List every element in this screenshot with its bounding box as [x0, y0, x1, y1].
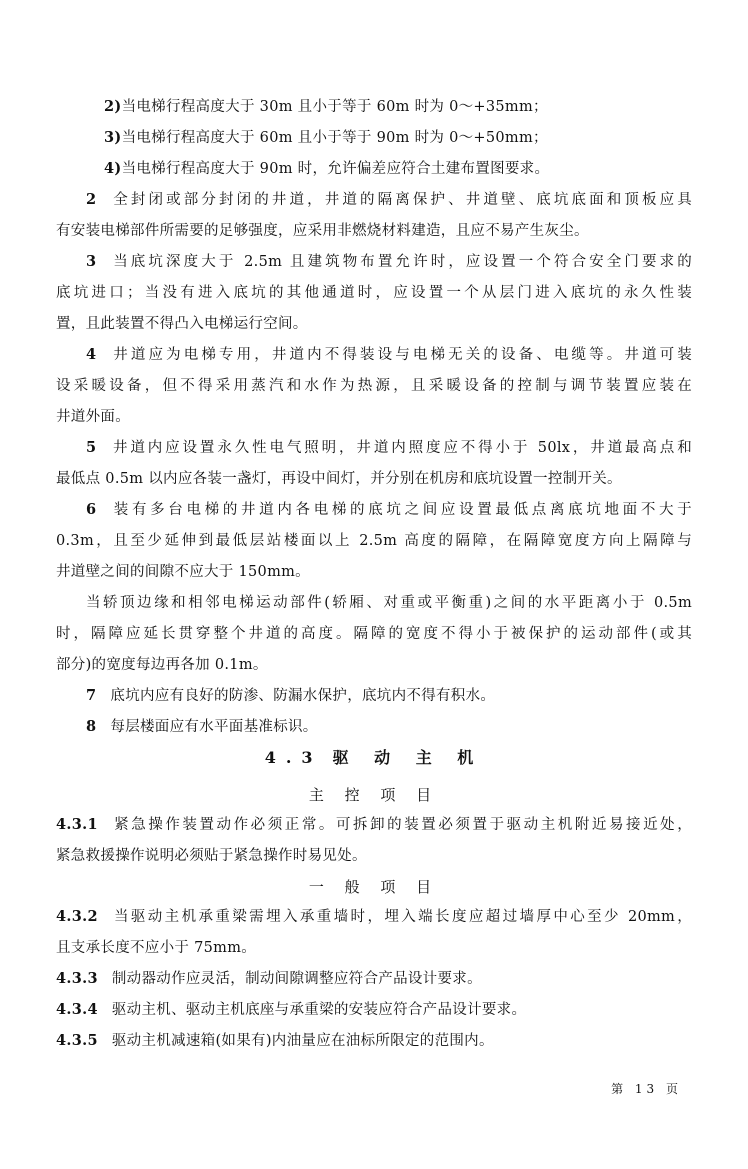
list-item-text: 当电梯行程高度大于 30m 且小于等于 60m 时为 0～+35mm； — [121, 99, 548, 115]
item-text: 驱动主机、驱动主机底座与承重梁的安装应符合产品设计要求。 — [111, 1002, 527, 1018]
item-text: 当驱动主机承重梁需埋入承重墙时，埋入端长度应超过墙厚中心至少 20mm， — [111, 909, 692, 925]
item-number: 4.3.1 — [56, 816, 98, 833]
clause-text: 装有多台电梯的井道内各电梯的底坑之间应设置最低点离底坑地面不大于 — [110, 502, 692, 518]
item-number: 4.3.5 — [56, 1032, 98, 1049]
item-number: 4.3.2 — [56, 908, 98, 925]
clause-line: 有安装电梯部件所需要的足够强度，应采用非燃烧材料建造，且应不易产生灰尘。 — [56, 223, 589, 239]
item-text: 制动器动作应灵活，制动间隙调整应符合产品设计要求。 — [111, 971, 482, 987]
clause-number: 8 — [86, 718, 97, 735]
main-control-heading: 主 控 项 目 — [308, 786, 440, 804]
list-item — [104, 128, 694, 148]
clause-line: 井道外面。 — [56, 409, 130, 425]
section-number: 4.3 — [264, 748, 323, 767]
item-line: 且支承长度不应小于 75mm。 — [56, 940, 257, 956]
clause-number: 4 — [86, 346, 97, 363]
list-item-number: 3) — [104, 129, 122, 146]
clause-number: 7 — [86, 687, 97, 704]
clause-line — [86, 686, 692, 706]
clause-line — [86, 252, 692, 272]
clause-line: 底坑进口；当没有进入底坑的其他通道时，应设置一个从层门进入底坑的永久性装 — [56, 285, 692, 301]
clause-text: 当底坑深度大于 2.5m 且建筑物布置允许时，应设置一个符合安全门要求的 — [110, 254, 692, 270]
item-line — [56, 907, 692, 927]
list-item — [104, 159, 694, 179]
general-heading: 一 般 项 目 — [308, 878, 440, 896]
clause-line: 井道壁之间的间隙不应大于 150mm。 — [56, 564, 310, 580]
clause-line: 设采暖设备，但不得采用蒸汽和水作为热源，且采暖设备的控制与调节装置应装在 — [56, 378, 692, 394]
item-line — [56, 1031, 692, 1051]
clause-text: 全封闭或部分封闭的井道，井道的隔离保护、井道壁、底坑底面和顶板应具 — [110, 192, 692, 208]
clause-text: 井道内应设置永久性电气照明，井道内照度应不得小于 50lx，井道最高点和 — [110, 440, 692, 456]
clause-line: 0.3m，且至少延伸到最低层站楼面以上 2.5m 高度的隔障，在隔障宽度方向上隔障与 — [56, 533, 692, 549]
clause-text: 每层楼面应有水平面基准标识。 — [110, 719, 318, 735]
item-number: 4.3.4 — [56, 1001, 98, 1018]
list-item-text: 当电梯行程高度大于 60m 且小于等于 90m 时为 0～+50mm； — [121, 130, 548, 146]
clause-line: 当轿顶边缘和相邻电梯运动部件(轿厢、对重或平衡重)之间的水平距离小于 0.5m — [86, 595, 692, 611]
clause-number: 6 — [86, 501, 97, 518]
section-title-text: 驱 动 主 机 — [332, 748, 484, 767]
clause-line: 置，且此装置不得凸入电梯运行空间。 — [56, 316, 308, 332]
clause-number: 2 — [86, 191, 97, 208]
item-text: 驱动主机减速箱(如果有)内油量应在油标所限定的范围内。 — [111, 1033, 494, 1049]
clause-line — [86, 717, 692, 737]
clause-line: 最低点 0.5m 以内应各装一盏灯，再设中间灯，并分别在机房和底坑设置一控制开关。 — [56, 471, 622, 487]
clause-line — [86, 345, 692, 365]
item-number: 4.3.3 — [56, 970, 98, 987]
clause-line — [86, 190, 692, 210]
item-line — [56, 969, 692, 989]
clause-line — [86, 438, 692, 458]
clause-text: 井道应为电梯专用，井道内不得装设与电梯无关的设备、电缆等。井道可装 — [110, 347, 692, 363]
list-item-number: 4) — [104, 160, 122, 177]
list-item-number: 2) — [104, 98, 122, 115]
item-text: 紧急操作装置动作必须正常。可拆卸的装置必须置于驱动主机附近易接近处， — [111, 817, 692, 833]
clause-text: 底坑内应有良好的防渗、防漏水保护，底坑内不得有积水。 — [110, 688, 496, 704]
clause-line — [86, 500, 692, 520]
clause-number: 3 — [86, 253, 97, 270]
item-line — [56, 815, 692, 835]
item-line: 紧急救援操作说明必须贴于紧急操作时易见处。 — [56, 848, 367, 864]
list-item — [104, 97, 694, 117]
item-line — [56, 1000, 692, 1020]
page-number: 第 13 页 — [611, 1082, 682, 1096]
clause-line: 部分)的宽度每边再各加 0.1m。 — [56, 657, 268, 673]
list-item-text: 当电梯行程高度大于 90m 时，允许偏差应符合土建布置图要求。 — [121, 161, 550, 177]
clause-line: 时，隔障应延长贯穿整个井道的高度。隔障的宽度不得小于被保护的运动部件(或其 — [56, 626, 692, 642]
clause-number: 5 — [86, 439, 97, 456]
section-title — [0, 746, 748, 770]
